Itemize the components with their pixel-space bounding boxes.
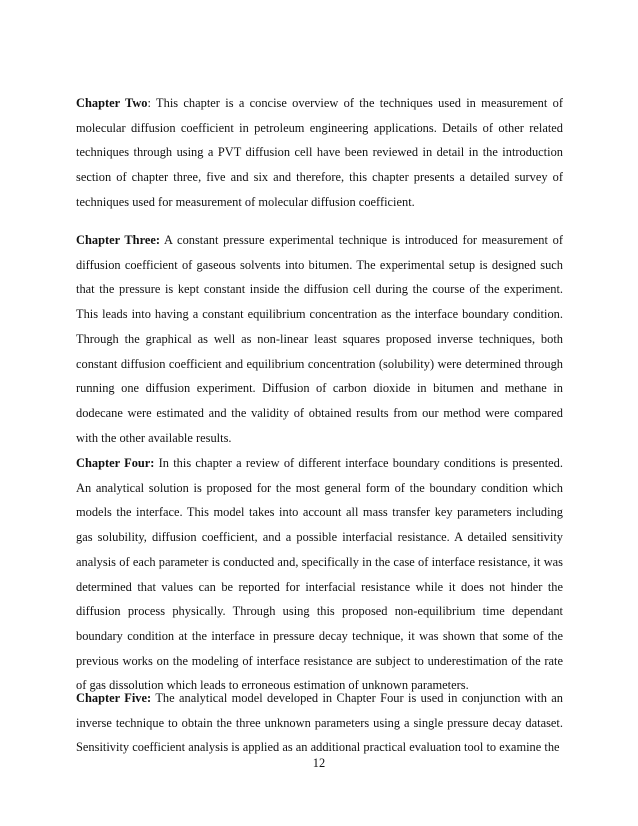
chapter-two-separator: : — [147, 96, 151, 110]
paragraph-chapter-two — [76, 91, 563, 215]
chapter-three-heading: Chapter Three: — [76, 233, 161, 247]
chapter-four-text: In this chapter a review of different interface boundary conditions is presented. An analytical solution is proposed for the most general form of the boundary condition which models the interface. This model takes into account all mass transfer key parameters including gas solubility, diffusion coefficient, and a possible interfacial resistance. A detailed sensitivity analysis of each parameter is conducted and, specifically in the case of interface resistance, it was determined that values can be reported for interfacial resistance while it does not hinder the diffusion process physically. Through using this proposed non-equilibrium time dependant boundary condition at the interface in pressure decay technique, it was shown that some of the previous works on the modeling of interface resistance are subject to underestimation of the rate of gas dissolution which leads to erroneous estimation of unknown parameters. — [76, 456, 563, 693]
paragraph-chapter-five — [76, 686, 563, 760]
chapter-three-text: A constant pressure experimental technique is introduced for measurement of diffusion coefficient of gaseous solvents into bitumen. The experimental setup is designed such that the pressure is kept constant inside the diffusion cell during the course of the experiment. This leads into having a constant equilibrium concentration as the interface boundary condition. Through the graphical as well as non-linear least squares proposed inverse techniques, both constant diffusion coefficient and equilibrium concentration (solubility) were determined through running one diffusion experiment. Diffusion of carbon dioxide in bitumen and methane in dodecane were estimated and the validity of obtained results from our method were compared with the other available results. — [76, 233, 563, 445]
paragraph-chapter-three — [76, 228, 563, 450]
page-number: 12 — [312, 756, 326, 770]
chapter-two-heading: Chapter Two — [76, 96, 148, 110]
paragraph-chapter-four — [76, 451, 563, 698]
chapter-five-text: The analytical model developed in Chapter Four is used in conjunction with an inverse technique to obtain the three unknown parameters using a single pressure decay dataset. Sensitivity coefficient analysis is applied as an additional practical evaluation tool to examine the — [76, 691, 563, 755]
chapter-two-text: This chapter is a concise overview of the techniques used in measurement of molecular diffusion coefficient in petroleum engineering applications. Details of other related techniques through using a PVT diffusion cell have been reviewed in detail in the introduction section of chapter three, five and six and therefore, this chapter presents a detailed survey of techniques used for measurement of molecular diffusion coefficient. — [76, 96, 563, 209]
chapter-five-heading: Chapter Five: — [76, 691, 152, 705]
chapter-four-heading: Chapter Four: — [76, 456, 155, 470]
